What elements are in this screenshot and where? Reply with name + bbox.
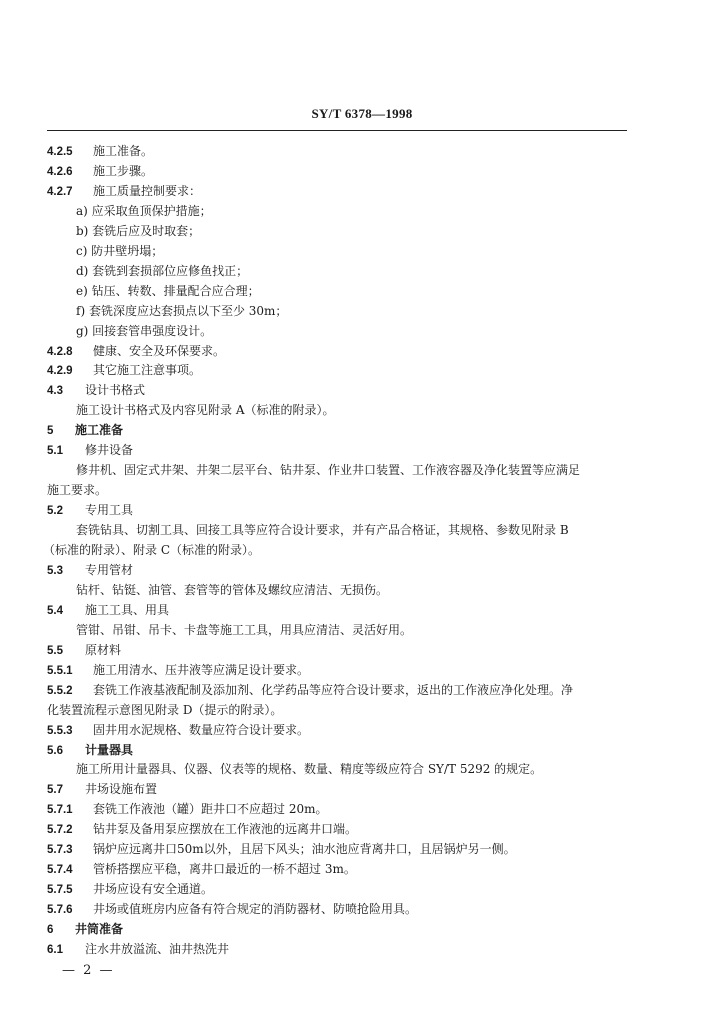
clause-5-5	[47, 642, 121, 659]
paragraph	[76, 522, 569, 538]
paragraph-text: 化装置流程示意图见附录 D（提示的附录）。	[47, 702, 283, 717]
section-title: 井筒准备	[75, 922, 124, 936]
clause-number: 4.2.9	[47, 365, 73, 378]
clause-5-7-4	[47, 861, 356, 878]
list-item-f	[76, 303, 287, 319]
clause-text: 井场或值班房内应备有符合规定的消防器材、防喷抢险用具。	[93, 902, 418, 917]
section-title: 施工准备	[75, 423, 124, 438]
clause-number: 5.5.1	[47, 664, 73, 677]
clause-text: 专用工具	[85, 503, 134, 518]
paragraph-continued	[43, 542, 260, 558]
clause-number: 5.2	[47, 505, 63, 518]
clause-text: 套铣工作液基液配制及添加剂、化学药品等应符合设计要求，返出的工作液应净化处理。净	[93, 682, 574, 697]
list-item-text: g) 回接套管串强度设计。	[76, 323, 213, 338]
list-item-text: f) 套铣深度应达套损点以下至少 30m；	[76, 303, 288, 318]
clause-text: 锅炉应远离井口50m以外，且居下风头；油水池应背离井口，且居锅炉另一侧。	[93, 842, 516, 857]
clause-number: 4.2.6	[47, 165, 73, 178]
section-5-heading	[47, 422, 123, 439]
clause-text: 设计书格式	[85, 383, 146, 398]
clause-5-5-2	[47, 682, 573, 699]
section-6-heading	[47, 921, 123, 938]
clause-4-2-9	[47, 362, 201, 379]
clause-number: 4.2.8	[47, 345, 73, 358]
clause-4-2-8	[47, 343, 225, 360]
paragraph	[76, 761, 542, 777]
clause-text: 施工准备。	[93, 144, 154, 158]
list-item-d	[76, 263, 248, 279]
paragraph-text: 施工设计书格式及内容见附录 A（标准的附录）。	[76, 403, 335, 418]
list-item-text: c) 防井壁坍塌；	[76, 243, 164, 258]
clause-5-7	[47, 781, 157, 798]
clause-4-3	[47, 382, 145, 399]
clause-5-1	[47, 442, 133, 459]
clause-text: 注水井放溢流、油井热洗井	[85, 942, 230, 956]
clause-5-4	[47, 602, 169, 619]
clause-4-2-7	[47, 183, 201, 200]
clause-4-2-6	[47, 163, 153, 180]
clause-number: 5.5	[47, 644, 63, 657]
list-item-text: a) 应采取鱼顶保护措施；	[76, 203, 212, 218]
clause-text: 其它施工注意事项。	[93, 363, 202, 378]
clause-number: 5.7.5	[47, 884, 73, 897]
clause-text: 固井用水泥规格、数量应符合设计要求。	[93, 722, 310, 737]
clause-text: 钻井泵及备用泵应摆放在工作液池的远离井口端。	[93, 822, 358, 837]
list-item-text: d) 套铣到套损部位应修鱼找正；	[76, 263, 249, 278]
standard-code: SY/T 6378—1998	[311, 106, 413, 121]
clause-number: 5.4	[47, 604, 63, 617]
clause-5-6	[47, 742, 133, 759]
clause-text: 修井设备	[85, 443, 134, 458]
list-item-c	[76, 243, 163, 259]
clause-text: 专用管材	[85, 563, 134, 577]
section-number: 6	[47, 924, 54, 936]
clause-text: 健康、安全及环保要求。	[93, 343, 226, 358]
clause-5-5-3	[47, 722, 309, 739]
paragraph	[76, 622, 412, 638]
paragraph-text: （标准的附录）、附录 C（标准的附录）。	[43, 543, 260, 557]
page-number: — 2 —	[62, 963, 115, 978]
paragraph-text: 修井机、固定式井架、井架二层平台、钻井泵、作业井口装置、工作液容器及净化装置等应满足	[76, 463, 581, 478]
clause-text: 套铣工作液池（罐）距井口不应超过 20m。	[93, 802, 328, 817]
clause-5-3	[47, 562, 133, 579]
clause-5-7-1	[47, 801, 327, 818]
list-item-b	[76, 223, 200, 239]
clause-text: 原材料	[85, 642, 122, 657]
list-item-a	[76, 203, 212, 219]
paragraph	[76, 402, 334, 418]
clause-5-5-1	[47, 662, 309, 679]
clause-5-7-5	[47, 881, 213, 898]
list-item-e	[76, 283, 260, 299]
clause-text: 井场应设有安全通道。	[93, 882, 214, 897]
header-rule	[47, 130, 627, 131]
paragraph-text: 施工要求。	[47, 483, 108, 498]
clause-number: 5.1	[47, 445, 63, 458]
list-item-text: e) 钻压、转数、排量配合应合理；	[76, 283, 260, 298]
clause-5-2	[47, 502, 133, 519]
clause-text: 施工步骤。	[93, 163, 154, 178]
clause-text: 施工质量控制要求：	[93, 183, 202, 198]
paragraph-continued	[47, 702, 282, 718]
clause-number: 5.7.3	[47, 844, 73, 857]
clause-text: 施工工具、用具	[85, 602, 170, 617]
clause-number: 5.7	[47, 784, 63, 797]
clause-text: 管桥搭摆应平稳，离井口最近的一桥不超过 3m。	[93, 862, 356, 877]
clause-number: 5.7.6	[47, 904, 73, 917]
clause-number: 5.3	[47, 565, 63, 577]
paragraph-text: 管钳、吊钳、吊卡、卡盘等施工工具，用具应清洁、灵活好用。	[76, 622, 413, 637]
list-item-g	[76, 323, 212, 339]
list-item-text: b) 套铣后应及时取套；	[76, 223, 201, 238]
clause-number: 5.7.4	[47, 864, 73, 877]
paragraph-continued	[47, 482, 107, 498]
paragraph-text: 套铣钻具、切割工具、回接工具等应符合设计要求，并有产品合格证，其规格、参数见附录 B	[76, 523, 569, 537]
clause-number: 4.2.7	[47, 185, 73, 198]
paragraph-text: 施工所用计量器具、仪器、仪表等的规格、数量、精度等级应符合 SY/T 5292 的规定。	[76, 762, 543, 777]
clause-number: 5.6	[47, 744, 63, 757]
clause-4-2-5	[47, 143, 153, 160]
clause-number: 5.5.3	[47, 724, 73, 737]
clause-number: 5.7.2	[47, 824, 73, 837]
clause-text: 施工用清水、压井液等应满足设计要求。	[93, 662, 310, 677]
clause-number: 5.5.2	[47, 684, 73, 697]
section-number: 5	[47, 425, 54, 438]
paragraph	[76, 462, 580, 478]
clause-number: 5.7.1	[47, 804, 73, 817]
clause-5-7-2	[47, 821, 357, 838]
clause-number: 6.1	[47, 944, 63, 956]
clause-text: 计量器具	[85, 742, 134, 757]
paragraph-text: 钻杆、钻铤、油管、套管等的管体及螺纹应清洁、无损伤。	[76, 582, 389, 597]
clause-text: 井场设施布置	[85, 782, 158, 797]
clause-5-7-6	[47, 901, 417, 918]
clause-6-1	[47, 941, 229, 958]
paragraph	[76, 582, 388, 598]
clause-5-7-3	[47, 841, 516, 858]
clause-number: 4.3	[47, 385, 63, 398]
clause-number: 4.2.5	[47, 146, 73, 158]
